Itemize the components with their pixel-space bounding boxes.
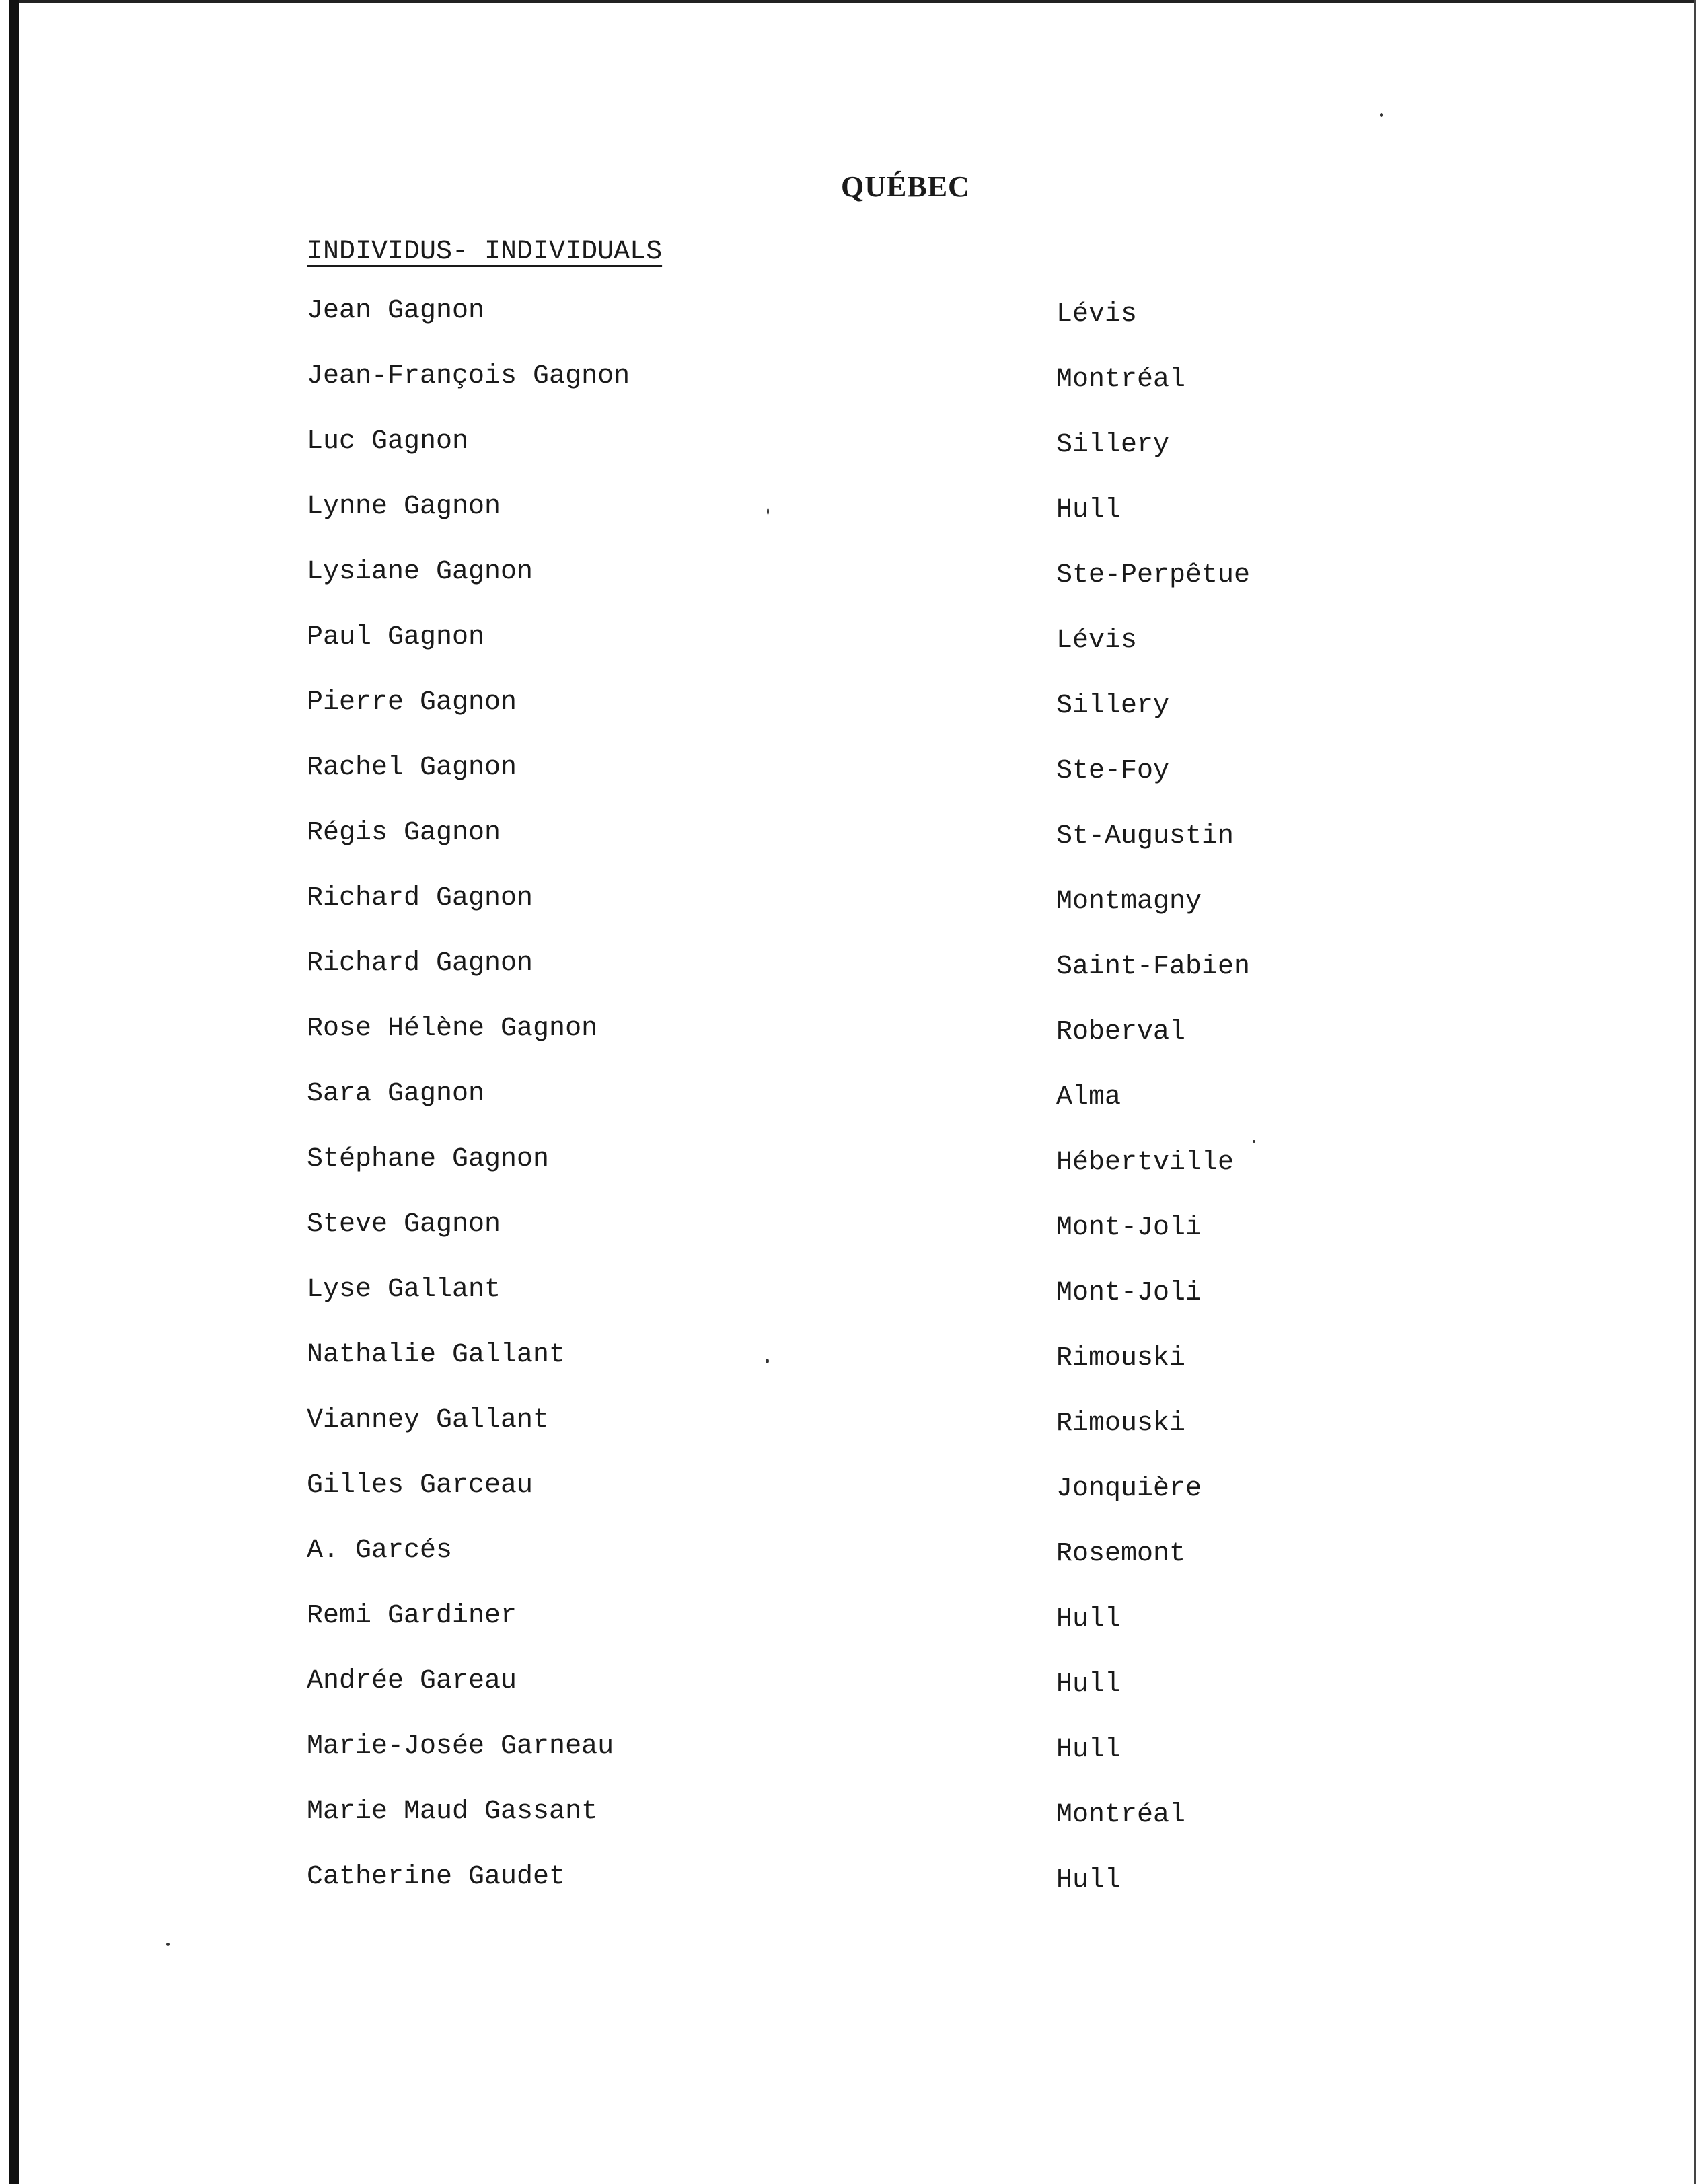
entry-city: Roberval — [1056, 1017, 1186, 1047]
entry-name: Jean Gagnon — [307, 296, 485, 326]
entry-city: Mont-Joli — [1056, 1213, 1202, 1243]
list-item — [0, 492, 1696, 557]
entry-city: Hull — [1056, 1669, 1121, 1700]
entry-name: Lynne Gagnon — [307, 492, 501, 522]
entry-name: Richard Gagnon — [307, 883, 533, 913]
entry-name: Rachel Gagnon — [307, 753, 517, 783]
list-item — [0, 1014, 1696, 1079]
entry-name: Pierre Gagnon — [307, 687, 517, 718]
entry-city: Hull — [1056, 1735, 1121, 1765]
list-item — [0, 1666, 1696, 1731]
list-item — [0, 426, 1696, 492]
list-item — [0, 1209, 1696, 1275]
list-item — [0, 948, 1696, 1014]
entry-city: Montréal — [1056, 1800, 1186, 1830]
list-item — [0, 1797, 1696, 1862]
entry-city: Saint-Fabien — [1056, 952, 1251, 982]
entry-city: Montréal — [1056, 365, 1186, 395]
scan-speck — [166, 1943, 170, 1946]
entry-city: St-Augustin — [1056, 821, 1234, 852]
entry-name: Paul Gagnon — [307, 622, 485, 652]
entry-city: Rimouski — [1056, 1408, 1186, 1439]
list-item — [0, 1536, 1696, 1601]
entry-name: Steve Gagnon — [307, 1209, 501, 1240]
scan-speck — [1380, 113, 1383, 117]
list-item — [0, 1079, 1696, 1144]
entry-city: Rosemont — [1056, 1539, 1186, 1569]
entry-name: Marie Maud Gassant — [307, 1797, 598, 1827]
section-heading: INDIVIDUS- INDIVIDUALS — [307, 237, 663, 267]
entry-city: Rimouski — [1056, 1343, 1186, 1373]
list-item — [0, 1731, 1696, 1797]
scan-speck — [1253, 1140, 1255, 1143]
list-item — [0, 1340, 1696, 1405]
entry-city: Jonquière — [1056, 1474, 1202, 1504]
entry-name: Remi Gardiner — [307, 1601, 517, 1631]
entry-name: Jean-François Gagnon — [307, 361, 630, 391]
list-item — [0, 753, 1696, 818]
list-item — [0, 1144, 1696, 1209]
entry-name: Richard Gagnon — [307, 948, 533, 979]
entry-list — [0, 296, 1696, 1927]
entry-city: Alma — [1056, 1082, 1121, 1113]
list-item — [0, 361, 1696, 426]
entry-name: Sara Gagnon — [307, 1079, 485, 1109]
page-title: QUÉBEC — [841, 170, 970, 203]
entry-city: Hull — [1056, 495, 1121, 525]
entry-name: Nathalie Gallant — [307, 1340, 566, 1370]
entry-name: Catherine Gaudet — [307, 1862, 566, 1892]
entry-name: Lysiane Gagnon — [307, 557, 533, 587]
scan-speck — [766, 1359, 769, 1363]
list-item — [0, 818, 1696, 883]
entry-name: Rose Hélène Gagnon — [307, 1014, 598, 1044]
entry-name: Gilles Garceau — [307, 1470, 533, 1501]
entry-city: Lévis — [1056, 299, 1138, 330]
list-item — [0, 1275, 1696, 1340]
entry-name: Lyse Gallant — [307, 1275, 501, 1305]
entry-city: Sillery — [1056, 430, 1170, 460]
entry-city: Montmagny — [1056, 887, 1202, 917]
list-item — [0, 1601, 1696, 1666]
entry-city: Hull — [1056, 1865, 1121, 1895]
entry-name: Vianney Gallant — [307, 1405, 550, 1435]
list-item — [0, 883, 1696, 948]
entry-name: Stéphane Gagnon — [307, 1144, 550, 1174]
entry-name: Andrée Gareau — [307, 1666, 517, 1696]
entry-name: Luc Gagnon — [307, 426, 469, 457]
list-item — [0, 1405, 1696, 1470]
entry-city: Mont-Joli — [1056, 1278, 1202, 1308]
entry-city: Ste-Perpêtue — [1056, 560, 1251, 591]
entry-name: Marie-Josée Garneau — [307, 1731, 614, 1762]
list-item — [0, 622, 1696, 687]
scan-speck — [767, 508, 769, 515]
list-item — [0, 1470, 1696, 1536]
entry-city: Sillery — [1056, 691, 1170, 721]
entry-city: Hébertville — [1056, 1147, 1234, 1178]
list-item — [0, 687, 1696, 753]
entry-city: Ste-Foy — [1056, 756, 1170, 786]
entry-name: A. Garcés — [307, 1536, 453, 1566]
list-item — [0, 296, 1696, 361]
scan-top-border — [19, 0, 1696, 3]
list-item — [0, 557, 1696, 622]
entry-name: Régis Gagnon — [307, 818, 501, 848]
entry-city: Hull — [1056, 1604, 1121, 1634]
entry-city: Lévis — [1056, 626, 1138, 656]
list-item — [0, 1862, 1696, 1927]
